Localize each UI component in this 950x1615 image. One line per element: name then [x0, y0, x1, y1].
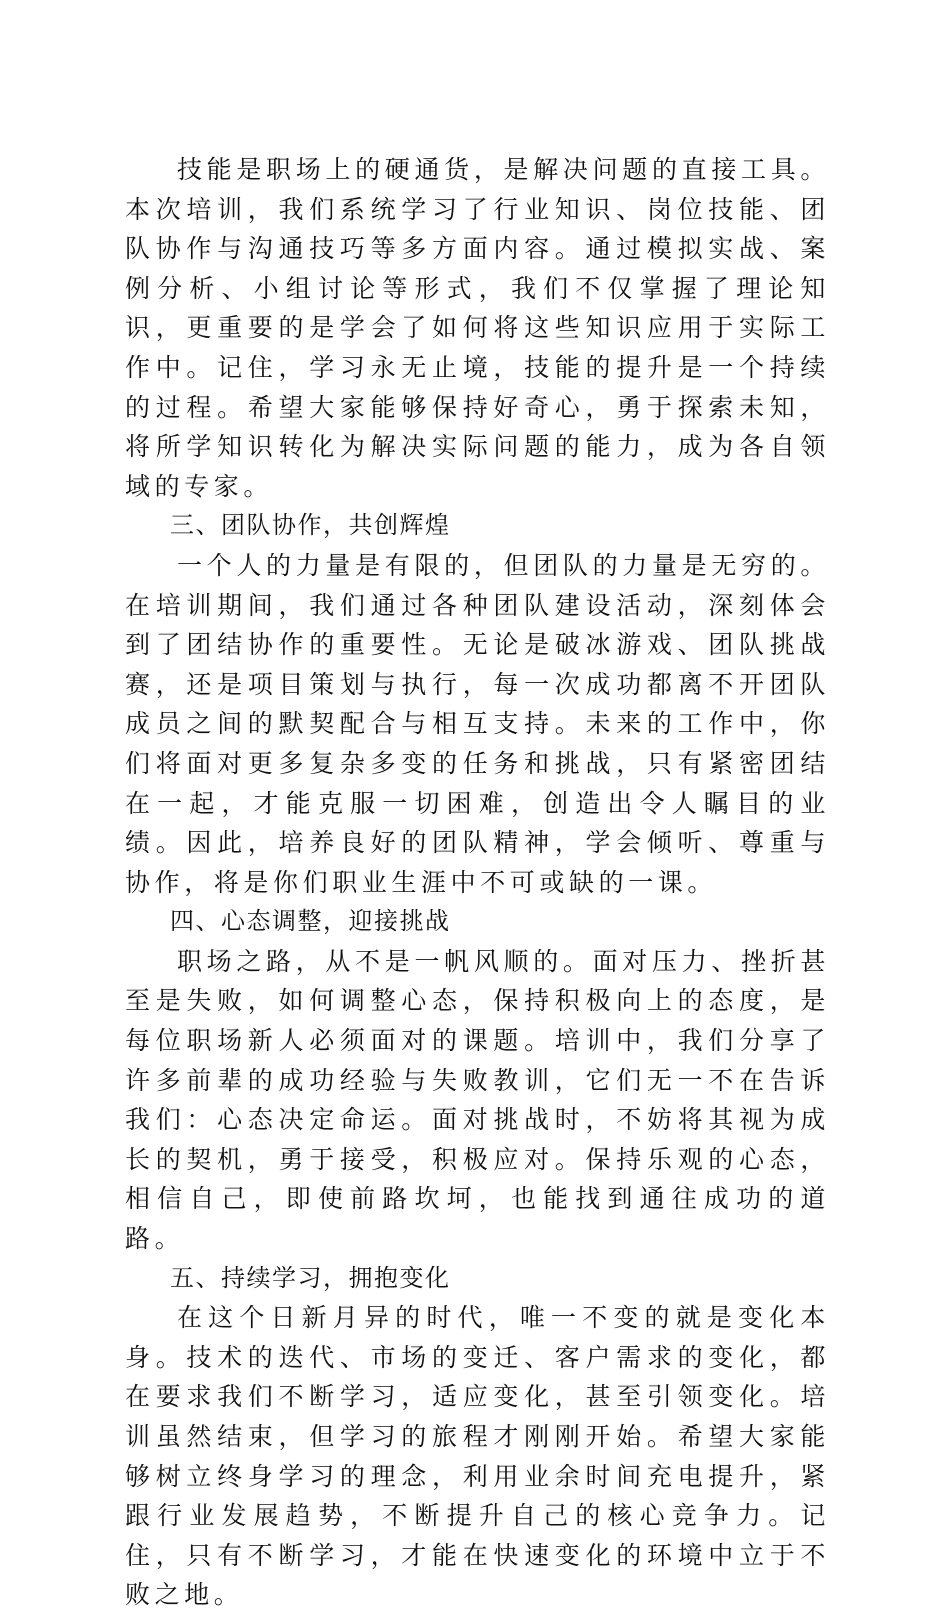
- section-heading-learning: 五、持续学习，拥抱变化: [170, 1263, 451, 1292]
- section-heading-teamwork: 三、团队协作，共创辉煌: [170, 511, 451, 540]
- section-heading-mindset: 四、心态调整，迎接挑战: [170, 907, 451, 936]
- document-body: [125, 150, 830, 1615]
- paragraph-teamwork: 一个人的力量是有限的，但团队的力量是无穷的。在培训期间，我们通过各种团队建设活动，深刻体会到了团结协作的重要性。无论是破冰游戏、团队挑战赛，还是项目策划与执行，每一次成功都离不开团队成员之间的默契配合与相互支持。未来的工作中，你们将面对更多复杂多变的任务和挑战，只有紧密团结在一起，才能克服一切困难，创造出令人瞩目的业绩。因此，培养良好的团队精神，学会倾听、尊重与协作，将是你们职业生涯中不可或缺的一课。: [125, 550, 830, 897]
- paragraph-mindset: 职场之路，从不是一帆风顺的。面对压力、挫折甚至是失败，如何调整心态，保持积极向上的态度，是每位职场新人必须面对的课题。培训中，我们分享了许多前辈的成功经验与失败教训，它们无一不在告诉我们：心态决定命运。面对挑战时，不妨将其视为成长的契机，勇于接受，积极应对。保持乐观的心态，相信自己，即使前路坎坷，也能找到通往成功的道路。: [125, 946, 830, 1254]
- paragraph-learning: 在这个日新月异的时代，唯一不变的就是变化本身。技术的迭代、市场的变迁、客户需求的变化，都在要求我们不断学习，适应变化，甚至引领变化。培训虽然结束，但学习的旅程才刚刚开始。希望大家能够树立终身学习的理念，利用业余时间充电提升，紧跟行业发展趋势，不断提升自己的核心竞争力。记住，只有不断学习，才能在快速变化的环境中立于不败之地。: [125, 1303, 830, 1610]
- paragraph-skills: 技能是职场上的硬通货，是解决问题的直接工具。本次培训，我们系统学习了行业知识、岗位技能、团队协作与沟通技巧等多方面内容。通过模拟实战、案例分析、小组讨论等形式，我们不仅掌握了理论知识，更重要的是学会了如何将这些知识应用于实际工作中。记住，学习永无止境，技能的提升是一个持续的过程。希望大家能够保持好奇心，勇于探索未知，将所学知识转化为解决实际问题的能力，成为各自领域的专家。: [125, 155, 830, 501]
